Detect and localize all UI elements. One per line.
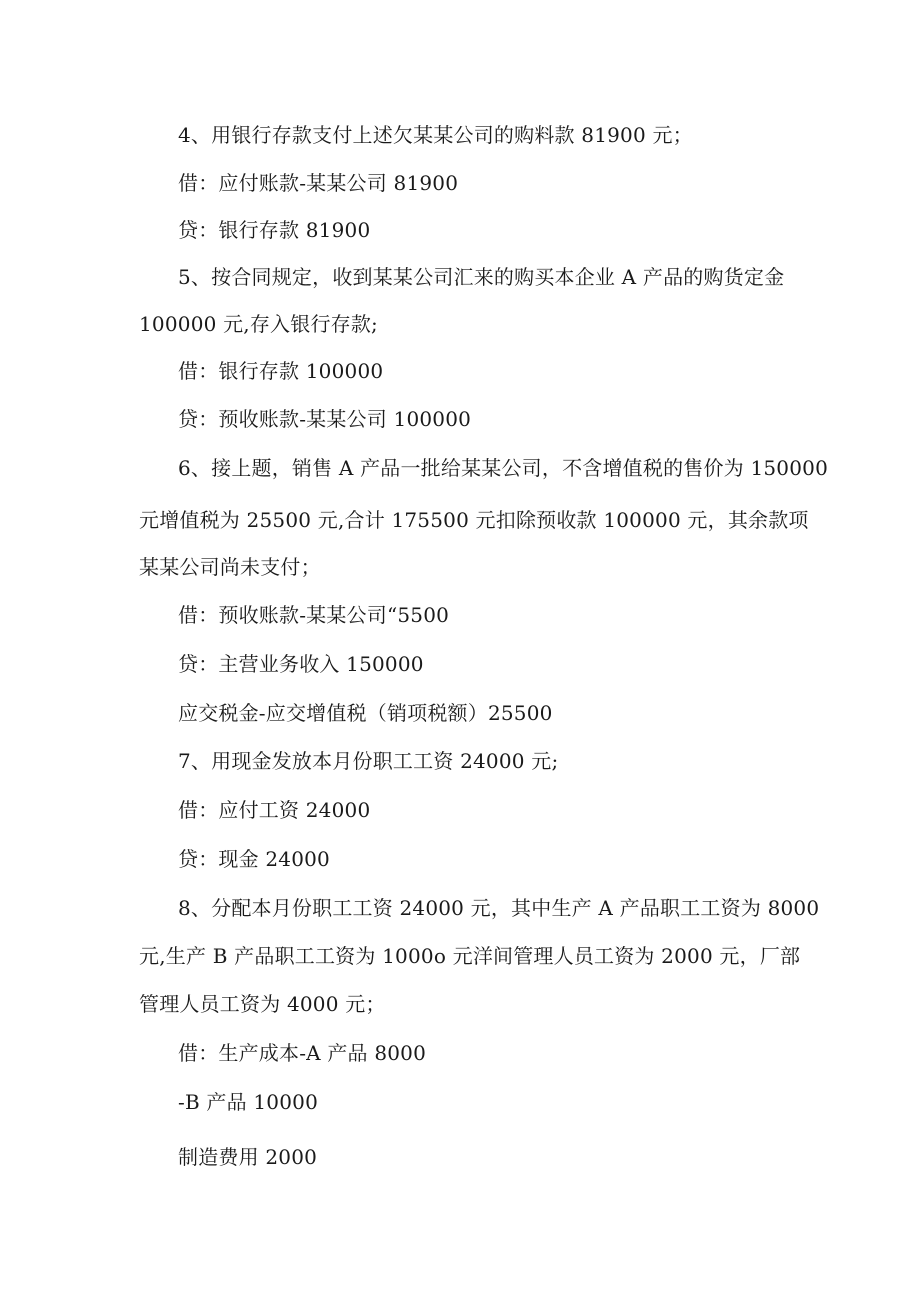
item-5-credit-entry: 贷：预收账款-某某公司 100000 (178, 407, 472, 431)
item-8-text-continued-2: 管理人员工资为 4000 元； (139, 992, 386, 1016)
item-5-debit-entry: 借：银行存款 100000 (178, 359, 384, 383)
item-6-credit-entry: 贷：主营业务收入 150000 (178, 652, 424, 676)
item-6-text-continued-2: 某某公司尚未支付； (139, 555, 321, 579)
item-5-text: 5、按合同规定，收到某某公司汇来的购买本企业 A 产品的购货定金 (178, 265, 785, 289)
item-8-overhead-entry: 制造费用 2000 (178, 1145, 318, 1169)
item-6-tax-entry: 应交税金-应交增值税（销项税额）25500 (178, 701, 553, 725)
item-4-debit-entry: 借：应付账款-某某公司 81900 (178, 171, 459, 195)
item-8-text: 8、分配本月份职工工资 24000 元，其中生产 A 产品职工工资为 8000 (178, 896, 820, 920)
item-4-text: 4、用银行存款支付上述欠某某公司的购料款 81900 元； (178, 123, 693, 147)
item-7-credit-entry: 贷：现金 24000 (178, 847, 330, 871)
item-7-debit-entry: 借：应付工资 24000 (178, 798, 371, 822)
item-6-text: 6、接上题，销售 A 产品一批给某某公司，不含增值税的售价为 150000 (178, 456, 828, 480)
item-8-text-continued: 元,生产 B 产品职工工资为 1000o 元洋间管理人员工资为 2000 元，厂部 (139, 944, 801, 968)
item-6-text-continued: 元增值税为 25500 元,合计 175500 元扣除预收款 100000 元，其余款项 (139, 508, 809, 532)
item-8-debit-entry: 借：生产成本-A 产品 8000 (178, 1041, 427, 1065)
item-7-text: 7、用现金发放本月份职工工资 24000 元; (178, 749, 559, 773)
item-4-credit-entry: 贷：银行存款 81900 (178, 218, 371, 242)
item-6-debit-entry: 借：预收账款-某某公司“5500 (178, 603, 450, 627)
item-5-text-continued: 100000 元,存入银行存款; (139, 312, 379, 336)
item-8-debit-subentry: -B 产品 10000 (178, 1090, 318, 1114)
